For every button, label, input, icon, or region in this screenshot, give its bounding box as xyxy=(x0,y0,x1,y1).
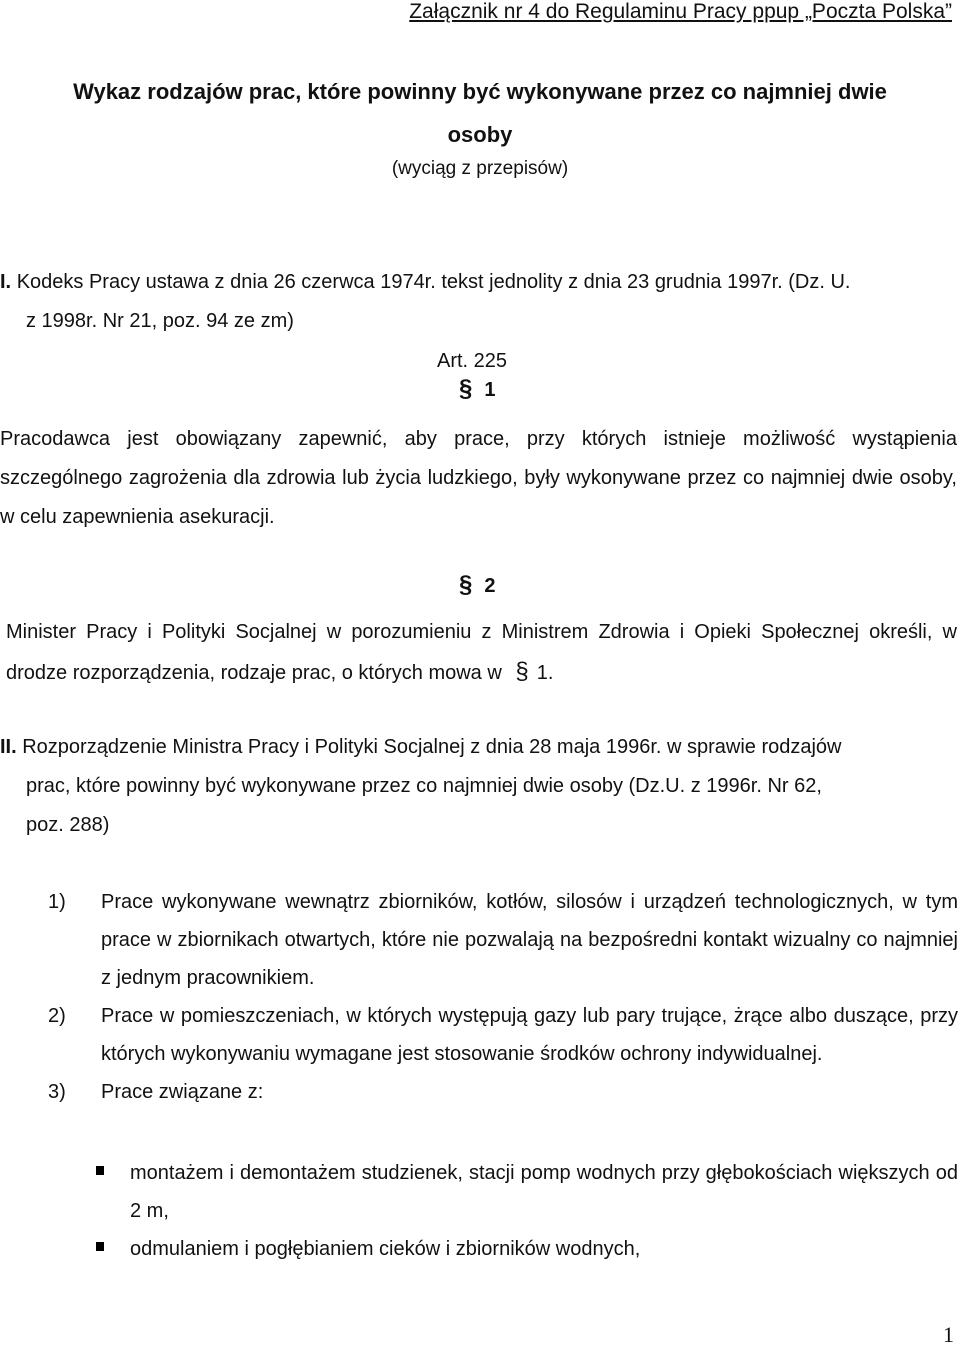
section-1-line-1: Kodeks Pracy ustawa z dnia 26 czerwca 1974r. tekst jednolity z dnia 23 grudnia 1997r. (Dz. U. xyxy=(16,271,851,293)
bullet-item-text: odmulaniem i pogłębianiem cieków i zbiorników wodnych, xyxy=(130,1238,641,1260)
section-2-line-1: Rozporządzenie Ministra Pracy i Polityki Socjalnej z dnia 28 maja 1996r. w sprawie rodzajów xyxy=(22,736,842,758)
sub-bullet-list xyxy=(96,1154,958,1268)
list-item-text: Prace w pomieszczeniach, w których występują gazy lub pary trujące, żrące albo duszące, przy których wykonywaniu wymagane jest stosowanie środków ochrony indywidualnej. xyxy=(101,1005,958,1065)
annex-header: Załącznik nr 4 do Regulaminu Pracy ppup „Poczta Polska” xyxy=(409,0,952,23)
list-item-text: Prace wykonywane wewnątrz zbiorników, kotłów, silosów i urządzeń technologicznych, w tym prace w zbiornikach otwartych, które nie pozwalają na bezpośredni kontakt wizualny co najmniej z jednym pracownikiem. xyxy=(101,891,958,989)
paragraph-2-number: 2 xyxy=(484,575,496,597)
square-bullet-icon xyxy=(96,1242,104,1251)
list-item xyxy=(48,997,958,1073)
paragraph-1-text: Pracodawca jest obowiązany zapewnić, aby prace, przy których istnieje możliwość wystąpienia szczególnego zagrożenia dla zdrowia lub życia ludzkiego, były wykonywane przez co najmniej dwie osoby, w celu zapewnienia asekuracji. xyxy=(0,428,957,528)
page-number: 1 xyxy=(943,1322,954,1347)
paragraph-1-mark xyxy=(459,375,495,403)
list-item-marker: 2) xyxy=(48,1005,66,1027)
paragraph-2-text-a: Minister Pracy i Polityki Socjalnej w porozumieniu z Ministrem Zdrowia i Opieki Społecznej określi, w drodze rozporządzenia, rodzaje prac, o których mowa w xyxy=(6,621,957,684)
list-item xyxy=(48,883,958,997)
section-1-line-2: z 1998r. Nr 21, poz. 94 ze zm) xyxy=(26,310,294,332)
document-subtitle: (wyciąg z przepisów) xyxy=(391,158,569,179)
square-bullet-icon xyxy=(96,1166,104,1175)
paragraph-2-text-b: 1. xyxy=(536,662,554,684)
paragraph-ref-sign-icon: § xyxy=(515,658,529,685)
title-line-1: Wykaz rodzajów prac, które powinny być wykonywane przez co najmniej dwie xyxy=(73,79,887,104)
paragraph-sign-icon: § xyxy=(459,571,473,598)
title-line-2: osoby xyxy=(447,122,513,147)
list-item-marker: 1) xyxy=(48,891,66,913)
section-2-line-3: poz. 288) xyxy=(26,814,110,836)
list-item-text: Prace związane z: xyxy=(101,1081,264,1103)
work-types-list xyxy=(48,883,958,1111)
list-item-marker: 3) xyxy=(48,1081,66,1103)
section-2-number: II. xyxy=(0,736,17,758)
bullet-item xyxy=(96,1230,958,1268)
section-2-heading xyxy=(0,728,958,845)
list-item xyxy=(48,1073,958,1111)
document-title xyxy=(0,70,960,156)
article-heading: Art. 225 xyxy=(437,350,508,372)
bullet-item xyxy=(96,1154,958,1230)
bullet-item-text: montażem i demontażem studzienek, stacji pomp wodnych przy głębokościach większych od 2 m, xyxy=(130,1162,958,1222)
paragraph-2-text xyxy=(6,613,957,693)
paragraph-2-mark xyxy=(459,571,495,599)
paragraph-sign-icon: § xyxy=(459,375,473,402)
section-2-line-2: prac, które powinny być wykonywane przez co najmniej dwie osoby (Dz.U. z 1996r. Nr 62, xyxy=(26,775,822,797)
section-1-heading xyxy=(0,263,958,341)
section-1-number: I. xyxy=(0,271,12,293)
paragraph-1-number: 1 xyxy=(484,379,496,401)
